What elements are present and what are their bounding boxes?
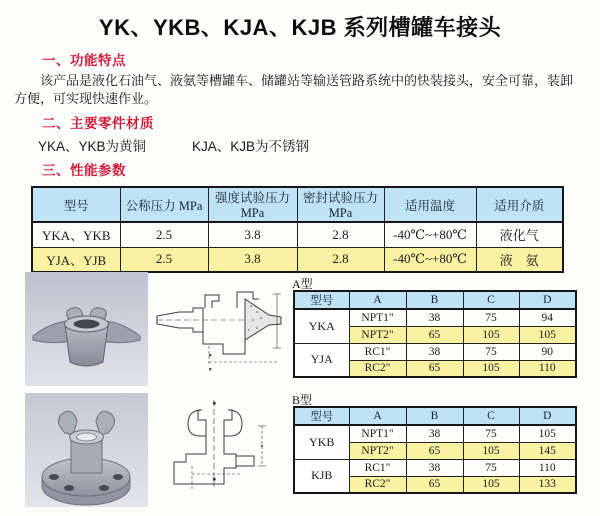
perf-cell: -40℃~+80℃ [384,222,476,247]
table-row [294,309,576,326]
dim-header-b: B [406,407,463,425]
dim-cell: 38 [406,425,463,442]
perf-cell: 3.8 [208,222,297,247]
perf-cell: -40℃~+80℃ [384,247,476,272]
dim-header-d: D [519,407,576,425]
dim-cell: 65 [406,476,463,493]
dim-cell: NPT2" [349,442,406,459]
perf-header-seal-test: 密封试验压力MPa [297,187,384,222]
dim-cell: 38 [406,459,463,476]
cam-lever-coupling-photo [25,272,148,386]
perf-cell: YKA、YKB [32,222,120,247]
section-heading-materials: 二、主要零件材质 [42,116,154,131]
dim-cell: 105 [463,476,519,493]
dim-cell: RC1" [349,343,406,360]
performance-header-row [32,187,563,222]
perf-cell: 2.5 [120,222,208,247]
dim-model-cell: YKA [294,309,349,343]
perf-cell: 2.5 [120,247,208,272]
features-paragraph [14,72,592,108]
dim-cell: 105 [463,442,519,459]
page-title: YK、YKB、KJA、KJB 系列槽罐车接头 [98,15,502,40]
perf-cell: 2.8 [297,247,384,272]
dim-cell: 38 [406,309,463,326]
dim-header-c: C [463,407,519,425]
dim-header-a: A [349,291,406,309]
dim-cell: 65 [406,326,463,343]
dim-cell: NPT1" [349,425,406,442]
dim-header-model: 型号 [294,407,349,425]
dim-table-b-label: B型 [292,393,313,407]
perf-cell: 2.8 [297,222,384,247]
materials-line [38,135,600,155]
dim-cell: 145 [519,442,576,459]
perf-header-nominal-pressure: 公称压力 MPa [120,187,208,222]
dim-cell: 94 [519,309,576,326]
dim-table-a-label: A型 [292,277,313,291]
dim-model-cell: YJA [294,343,349,377]
perf-cell: 液化气 [476,222,563,247]
perf-header-medium: 适用介质 [476,187,563,222]
dimension-table-a [293,290,577,378]
dim-cell: 75 [463,459,519,476]
dim-header-model: 型号 [294,291,349,309]
dim-a-header-row [294,291,576,309]
features-line-1: 该产品是液化石油气、液氨等槽罐车、储罐站等输送管路系统中的快装接头，安全可靠，装卸 [40,73,574,88]
dim-header-a: A [349,407,406,425]
dim-cell: 75 [463,425,519,442]
dim-cell: 65 [406,442,463,459]
table-row [294,343,576,360]
dim-cell: RC1" [349,459,406,476]
perf-cell: YJA、YJB [32,247,120,272]
coupling-a-section-drawing [153,282,289,374]
section-heading-features: 一、功能特点 [42,53,126,68]
material-stainless: KJA、KJB为不锈钢 [192,139,310,154]
flanged-coupling-photo [25,393,148,507]
perf-cell: 液 氨 [476,247,563,272]
perf-header-model: 型号 [32,187,120,222]
dim-cell: RC2" [349,360,406,377]
dimensions-figure-area [0,266,600,516]
dim-header-b: B [406,291,463,309]
dim-cell: 105 [463,360,519,377]
dim-cell: 105 [519,425,576,442]
section-heading-performance: 三、性能参数 [42,163,126,178]
dim-header-d: D [519,291,576,309]
table-row [32,222,563,247]
dim-cell: 75 [463,343,519,360]
features-line-2: 方便，可实现快速作业。 [14,91,158,106]
dim-cell: NPT1" [349,309,406,326]
dim-cell: 133 [519,476,576,493]
dim-cell: NPT2" [349,326,406,343]
dimension-table-b [293,406,577,494]
dim-cell: 38 [406,343,463,360]
table-row [294,459,576,476]
dim-header-c: C [463,291,519,309]
perf-header-temperature: 适用温度 [384,187,476,222]
dim-model-cell: YKB [294,425,349,459]
coupling-b-section-drawing [162,396,284,496]
perf-header-strength-test: 强度试验压力MPa [208,187,297,222]
dim-cell: 65 [406,360,463,377]
dim-cell: 110 [519,459,576,476]
material-brass: YKA、YKB为黄铜 [38,139,147,154]
dim-cell: 90 [519,343,576,360]
dim-cell: RC2" [349,476,406,493]
dim-model-cell: KJB [294,459,349,493]
dim-cell: 105 [463,326,519,343]
perf-cell: 3.8 [208,247,297,272]
dim-b-header-row [294,407,576,425]
performance-table [31,186,564,273]
table-row [294,425,576,442]
dim-cell: 105 [519,326,576,343]
dim-cell: 110 [519,360,576,377]
dim-cell: 75 [463,309,519,326]
